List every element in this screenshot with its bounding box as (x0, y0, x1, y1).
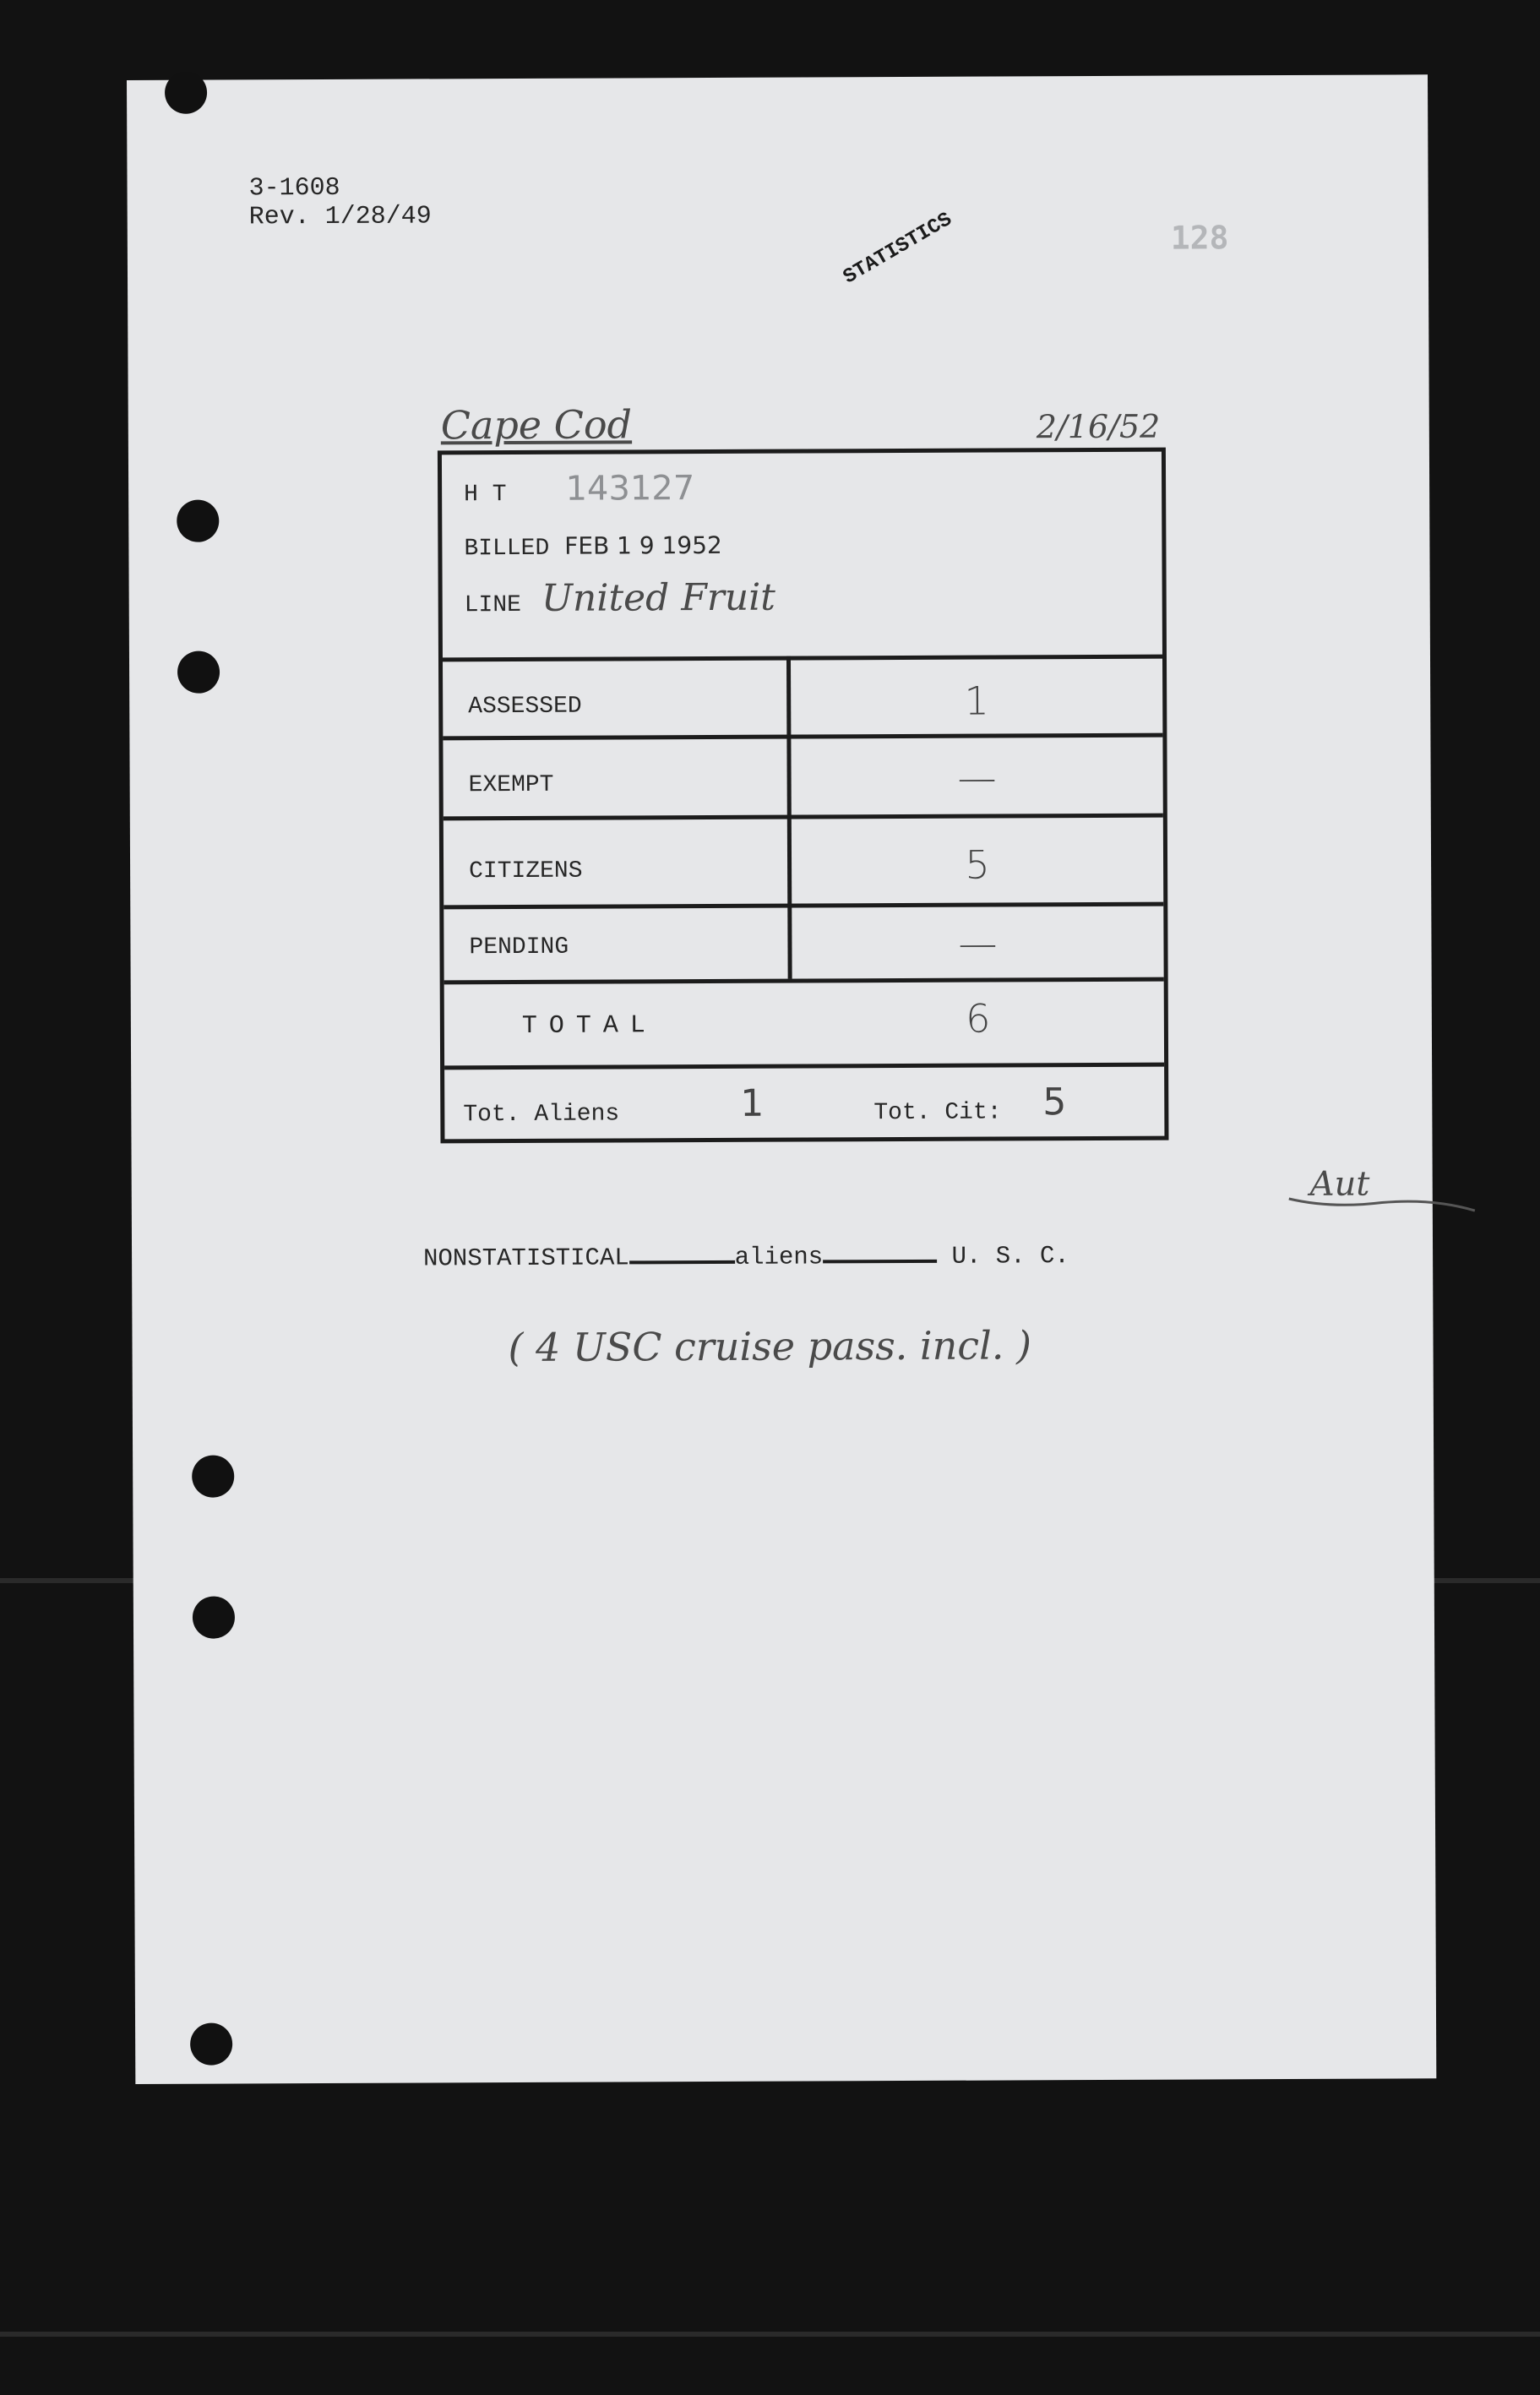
form-number-block (248, 173, 431, 231)
billed-line (464, 531, 722, 562)
ht-number: 143127 (565, 469, 695, 509)
total-value: 6 (966, 995, 991, 1042)
punch-hole (177, 500, 219, 542)
row-value: 1 (964, 678, 989, 724)
row-label: PENDING (469, 934, 569, 961)
punch-hole (177, 651, 220, 694)
row-label: CITIZENS (469, 857, 583, 885)
form-revision: Rev. 1/28/49 (248, 202, 432, 232)
line-line (465, 576, 775, 621)
total-citizens-label: Tot. Cit: (873, 1099, 1002, 1127)
row-assessed (443, 659, 1162, 741)
total-citizens-value: 5 (1042, 1080, 1067, 1124)
row-value: — (957, 754, 997, 801)
nonstatistical-aliens-label: aliens (734, 1243, 824, 1271)
form-number: 3-1608 (248, 173, 340, 204)
nonstatistical-usc-label: U. S. C. (951, 1242, 1069, 1271)
row-label: ASSESSED (468, 693, 582, 721)
summary-row (444, 1067, 1164, 1140)
billed-date: FEB 1 9 1952 (564, 531, 722, 560)
line-value: United Fruit (541, 575, 776, 620)
handwritten-note: ( 4 USC cruise pass. incl. ) (508, 1322, 1032, 1371)
port-name: Cape Cod (440, 401, 633, 449)
initials-signature: Aut (1309, 1164, 1370, 1204)
report-date: 2/16/52 (1036, 407, 1161, 446)
ht-label: H T (464, 482, 507, 509)
nonstatistical-line (423, 1242, 1069, 1272)
usc-blank (823, 1260, 937, 1264)
line-label: LINE (464, 591, 522, 619)
total-aliens-value: 1 (740, 1081, 765, 1125)
punch-hole (190, 2022, 232, 2065)
row-value: — (958, 920, 998, 966)
billed-label: BILLED (464, 535, 550, 563)
row-label: EXEMPT (468, 771, 554, 799)
signature-flourish (1281, 1164, 1483, 1216)
aliens-blank (629, 1260, 735, 1265)
total-aliens-label: Tot. Aliens (463, 1101, 620, 1129)
statistics-form-box (438, 448, 1169, 1144)
punch-hole (193, 1596, 235, 1638)
faint-page-number: 128 (1170, 219, 1229, 257)
row-exempt (443, 738, 1162, 821)
scanner-band-bottom (0, 2332, 1540, 2337)
form-header-area (442, 452, 1162, 662)
statistics-stamp: STATISTICS (839, 208, 956, 290)
row-value: 5 (965, 841, 990, 888)
punch-hole (192, 1455, 234, 1497)
punch-hole (165, 72, 207, 114)
form-sheet (127, 74, 1436, 2084)
ht-line (464, 469, 694, 509)
row-pending (443, 906, 1163, 985)
row-total (444, 982, 1164, 1070)
row-citizens (443, 818, 1163, 910)
total-label: TOTAL (521, 1011, 657, 1041)
nonstatistical-label: NONSTATISTICAL (423, 1244, 629, 1273)
